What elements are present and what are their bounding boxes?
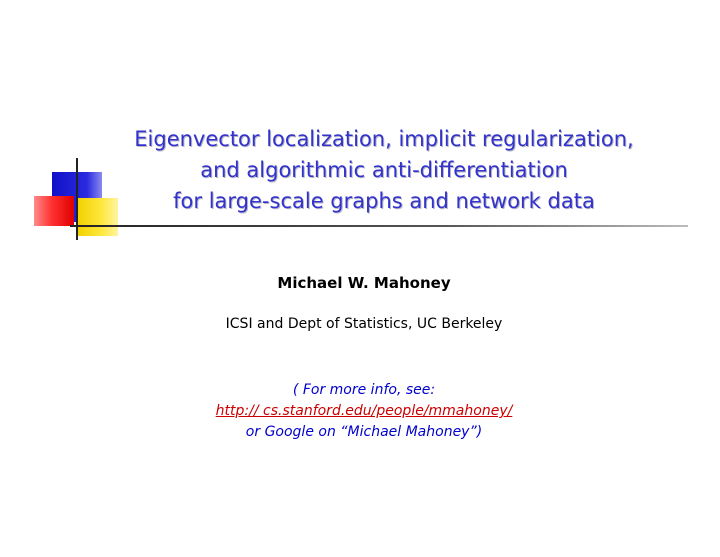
author-name: Michael W. Mahoney: [277, 274, 451, 292]
title-line-3: for large-scale graphs and network data: [173, 189, 595, 213]
more-info-block: [0, 380, 720, 443]
homepage-link[interactable]: http:// cs.stanford.edu/people/mmahoney/: [215, 403, 513, 419]
title-line-2: and algorithmic anti-differentiation: [200, 158, 568, 182]
affiliation: ICSI and Dept of Statistics, UC Berkeley: [225, 316, 503, 332]
red-square-decoration: [34, 196, 74, 226]
title-line-1: Eigenvector localization, implicit regularization,: [134, 127, 634, 151]
info-line-1: ( For more info, see:: [292, 382, 436, 398]
vertical-rule: [76, 158, 78, 240]
slide-title: [88, 124, 680, 217]
info-line-3: or Google on “Michael Mahoney”): [245, 424, 483, 440]
horizontal-rule: [70, 225, 688, 227]
